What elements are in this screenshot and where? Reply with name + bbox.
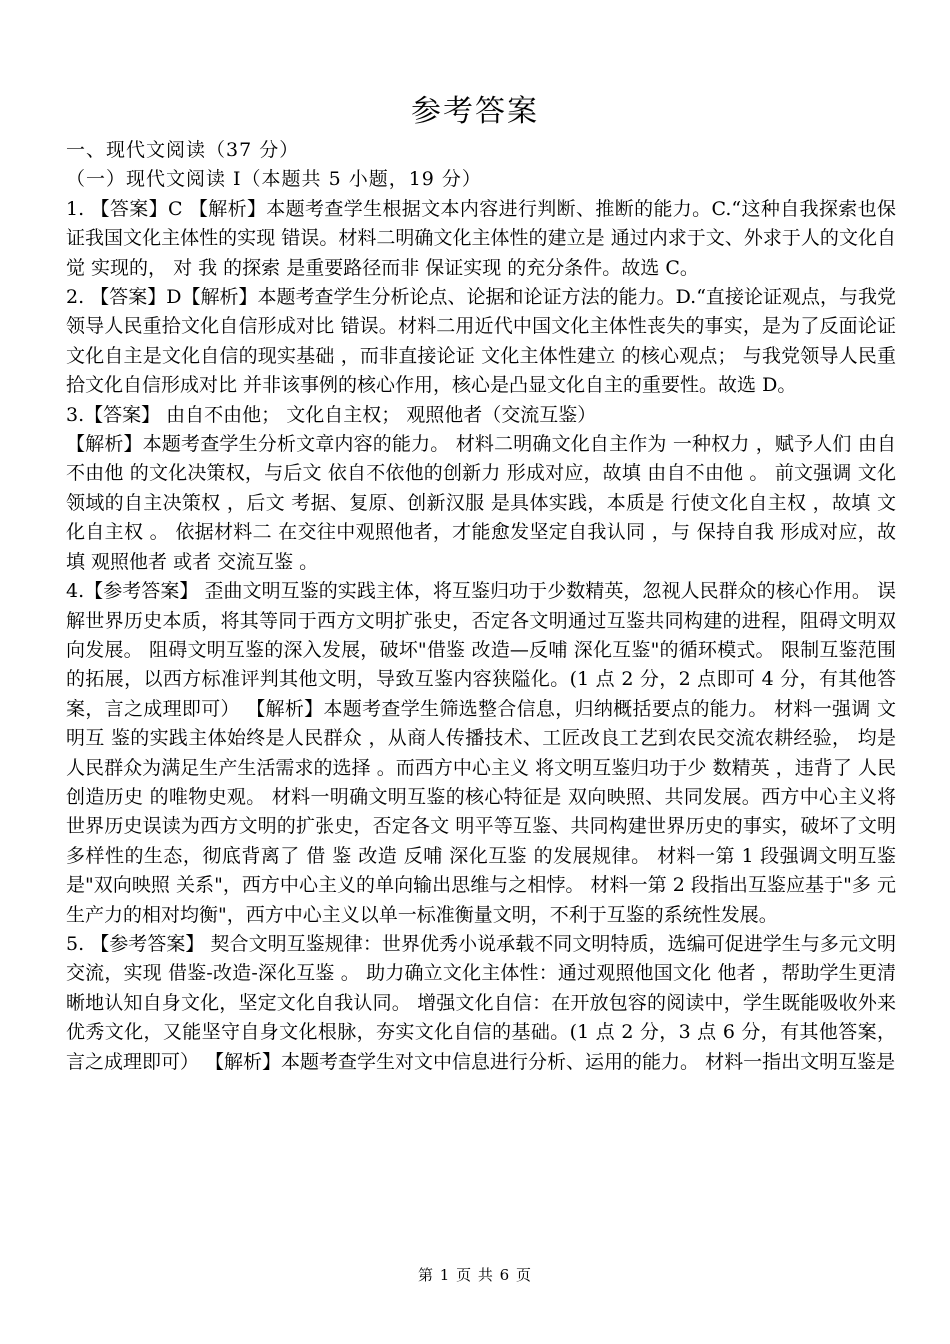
analysis-q3: 【解析】本题考查学生分析文章内容的能力。 材料二明确文化自主作为 一种权力 ，赋予人们 由自不由他 的文化决策权，与后文 依自不依他的创新力 形成对应，故填 由自不由他 。 前文强调 文化领域的自主决策权 ，后文 考据、复原、创新汉服 是具体实践，本质是 行使文化自主权 ，故填 文化自主权 。 依据材料二 在交往中观照他者，才能愈发坚定自我认同 ，与 保持自我 形成对应，故填 观照他者 或者 交流互鉴 。 (66, 433, 896, 573)
page-title: 参考答案 (411, 94, 539, 129)
answer-q2: 2. 【答案】D【解析】本题考查学生分析论点、论据和论证方法的能力。D.“直接论证观点，与我党领导人民重拾文化自信形成对比 错误。材料二用近代中国文化主体性丧失的事实，是为了反面论证 文化自主是文化自信的现实基础 ，而非直接论证 文化主体性建立 的核心观点； 与我党领导人民重拾文化自信形成对比 并非该事例的核心作用，核心是凸显文化自主的重要性。故选 D。 (66, 286, 896, 397)
subsection-heading: （一）现代文阅读 I（本题共 5 小题，19 分） (66, 168, 482, 191)
answer-body (66, 136, 896, 1077)
answer-q3: 3.【答案】 由自不由他； 文化自主权； 观照他者（交流互鉴） (66, 403, 597, 426)
answer-q1: 1. 【答案】C 【解析】本题考查学生根据文本内容进行判断、推断的能力。C.“这种自我探索也保证我国文化主体性的实现 错误。材料二明确文化主体性的建立是 通过内求于文、外求于人的文化自觉 实现的， 对 我 的探索 是重要路径而非 保证实现 的充分条件。故选 C。 (66, 197, 896, 279)
answer-q5: 5. 【参考答案】 契合文明互鉴规律：世界优秀小说承载不同文明特质，选编可促进学生与多元文明交流，实现 借鉴-改造-深化互鉴 。 助力确立文化主体性：通过观照他国文化 他者 ，帮助学生更清晰地认知自身文化，坚定文化自我认同。 增强文化自信：在开放包容的阅读中，学生既能吸收外来优秀文化，又能坚守自身文化根脉，夯实文化自信的基础。(1 点 2 分，3 点 6 分，有其他答案，言之成理即可） 【解析】本题考查学生对文中信息进行分析、运用的能力。 材料一指出文明互鉴是 (66, 932, 896, 1073)
page-number: 第 1 页 共 6 页 (418, 1266, 532, 1284)
section-heading: 一、现代文阅读（37 分） (66, 139, 300, 161)
answer-q4: 4.【参考答案】 歪曲文明互鉴的实践主体，将互鉴归功于少数精英，忽视人民群众的核心作用。 误解世界历史本质，将其等同于西方文明扩张史，否定各文明通过互鉴共同构建的进程，阻碍文明双向发展。 阻碍文明互鉴的深入发展，破坏"借鉴 改造—反哺 深化互鉴"的循环模式。 限制互鉴范围的拓展，以西方标准评判其他文明，导致互鉴内容狭隘化。(1 点 2 分，2 点即可 4 分，有其他答案，言之成理即可） 【解析】本题考查学生筛选整合信息，归纳概括要点的能力。 材料一强调 文明互 鉴的实践主体始终是人民群众 ，从商人传播技术、工匠改良工艺到农民交流农耕经验， 均是 人民群众为满足生产生活需求的选择 。而西方中心主义 将文明互鉴归功于少 数精英 ，违背了 人民创造历史 的唯物史观。 材料一明确文明互鉴的核心特征是 双向映照、共同发展。西方中心主义将世界历史误读为西方文明的扩张史，否定各文 明平等互鉴、共同构建世界历史的事实，破坏了文明多样性的生态，彻底背离了 借 鉴 改造 反哺 深化互鉴 的发展规律。 材料一第 1 段强调文明互鉴是"双向映照 关系"，西方中心主义的单向输出思维与之相悖。 材料一第 2 段指出互鉴应基于"多 元生产力的相对均衡"，西方中心主义以单一标准衡量文明，不利于互鉴的系统性发展。 (66, 580, 896, 926)
